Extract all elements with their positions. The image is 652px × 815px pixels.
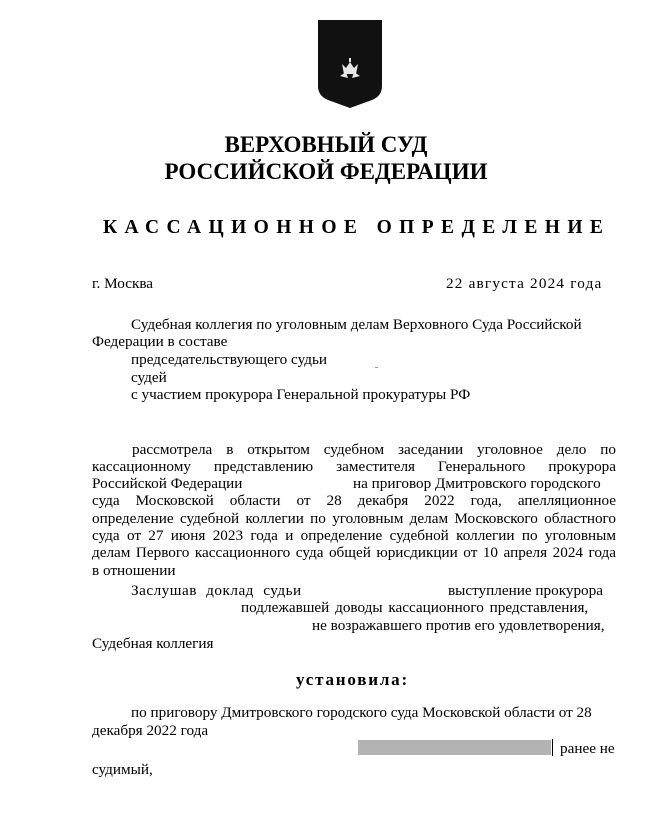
redacted-name-bar — [358, 740, 551, 755]
body-line3-part1: Российской Федерации — [92, 475, 243, 492]
body-line4: суда Московской области от 28 декабря 2022 года, апелляционное — [92, 492, 616, 509]
collegium-label: Судебная коллегия — [92, 635, 214, 652]
document-type-heading: КАССАЦИОННОЕ ОПРЕДЕЛЕНИЕ — [103, 217, 611, 238]
composition-intro-line1: Судебная коллегия по уголовным делам Верховного Суда Российской — [131, 316, 582, 333]
court-name-line2: РОССИЙСКОЙ ФЕДЕРАЦИИ — [164, 159, 488, 184]
city: г. Москва — [92, 275, 154, 292]
judges-label: судей — [131, 369, 167, 386]
heard-line2: подлежавшей доводы кассационного представления, — [241, 599, 589, 616]
body-line5: определение судебной коллегии по уголовным делам Московского областного — [92, 510, 616, 527]
previously-label: ранее не — [560, 740, 615, 757]
heard-report: Заслушав доклад судьи — [131, 582, 302, 599]
coat-of-arms-icon — [316, 18, 384, 110]
verdict-line1: по приговору Дмитровского городского суда Московской области от 28 — [131, 704, 592, 721]
court-name-line1: ВЕРХОВНЫЙ СУД — [224, 132, 428, 157]
document-date: 22 августа 2024 года — [446, 275, 603, 292]
composition-intro-line2: Федерации в составе — [92, 333, 228, 350]
heard-line3: не возражавшего против его удовлетворения, — [312, 617, 605, 634]
established-heading: установила: — [296, 670, 409, 689]
verdict-line2: декабря 2022 года — [92, 722, 209, 739]
redaction-mark — [375, 367, 378, 368]
heard-prosecutor: выступление прокурора — [448, 582, 603, 599]
body-line6: суда от 27 июня 2023 года и определение судебной коллегии по уголовным — [92, 527, 616, 544]
body-line1: рассмотрела в открытом судебном заседании уголовное дело по — [132, 441, 616, 458]
redaction-border — [552, 739, 553, 756]
body-line2: кассационному представлению заместителя Генерального прокурора — [92, 458, 616, 475]
body-line7: делам Первого кассационного суда общей юрисдикции от 10 апреля 2024 года — [92, 544, 616, 561]
presiding-judge-label: председательствующего судьи — [131, 351, 328, 368]
prosecutor-label: с участием прокурора Генеральной прокуратуры РФ — [131, 386, 471, 403]
body-line8: в отношении — [92, 562, 176, 579]
body-line3-part2: на приговор Дмитровского городского — [353, 475, 601, 492]
unconvicted-label: судимый, — [92, 761, 153, 778]
